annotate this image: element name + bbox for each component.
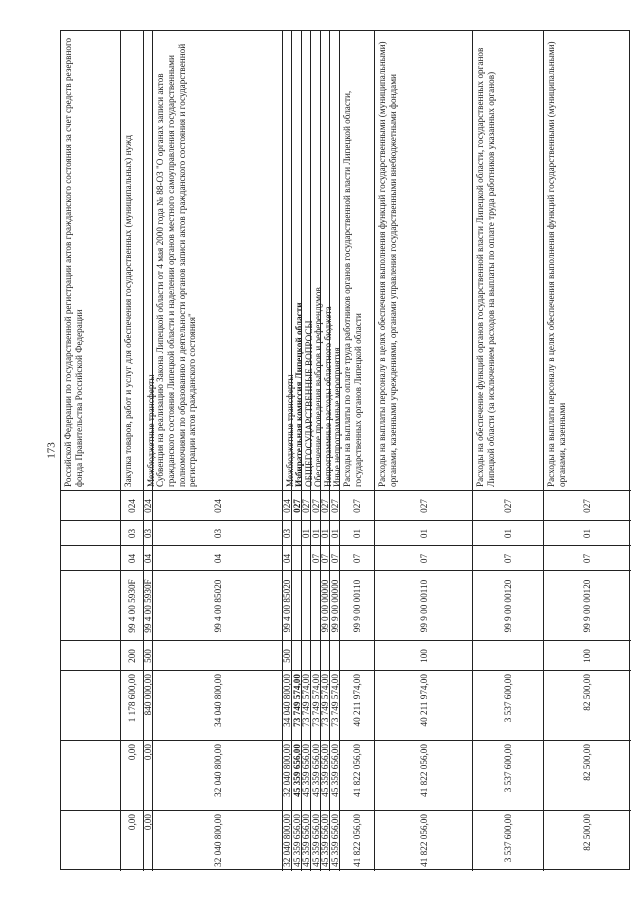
cell-sum-2-text: 41 822 056,00 bbox=[352, 744, 363, 797]
cell-expense-type bbox=[473, 641, 544, 671]
cell-expense-type-text bbox=[311, 641, 321, 671]
cell-sum-3-text: 82 500,00 bbox=[582, 814, 593, 851]
cell-admin bbox=[61, 491, 121, 521]
cell-subsection bbox=[61, 546, 121, 571]
cell-sum-1-text: 73 749 574,00 bbox=[291, 674, 302, 727]
cell-section-text: 01 bbox=[582, 528, 593, 539]
cell-sum-3-text: 45 359 656,00 bbox=[301, 814, 312, 867]
cell-sum-1-text: 34 040 800,00 bbox=[282, 674, 293, 727]
cell-admin bbox=[340, 491, 375, 521]
cell-sum-1 bbox=[144, 671, 153, 741]
cell-subsection-text bbox=[292, 546, 302, 571]
cell-section-text: 01 bbox=[329, 528, 340, 539]
cell-sum-2 bbox=[153, 741, 283, 811]
cell-expense-type bbox=[292, 641, 302, 671]
cell-sum-3-text: 41 822 056,00 bbox=[352, 814, 363, 867]
cell-section-text: 01 bbox=[320, 528, 331, 539]
cell-name-text: Обеспечение проведения выборов и референдумов bbox=[313, 287, 323, 487]
cell-section-text: 03 bbox=[212, 528, 223, 539]
cell-sum-3 bbox=[330, 811, 340, 871]
cell-section bbox=[153, 521, 283, 546]
cell-sum-1 bbox=[153, 671, 283, 741]
cell-expense-type bbox=[61, 641, 121, 671]
cell-target-code-text bbox=[292, 571, 302, 641]
cell-expense-type-text bbox=[321, 641, 330, 671]
cell-sum-2 bbox=[330, 741, 340, 811]
cell-admin bbox=[473, 491, 544, 521]
cell-sum-3-text: 45 359 656,00 bbox=[291, 814, 302, 867]
cell-admin-text: 027 bbox=[310, 499, 321, 513]
cell-name-text: Расходы на выплаты персоналу в целях обеспечения выполнения функций государственными (муниципальными) органами, казенными bbox=[546, 41, 567, 487]
cell-expense-type bbox=[544, 641, 631, 671]
cell-admin-text: 027 bbox=[352, 499, 363, 513]
cell-sum-3-text: 45 359 656,00 bbox=[320, 814, 331, 867]
cell-sum-1 bbox=[61, 671, 121, 741]
cell-section-text: 01 bbox=[301, 528, 312, 539]
cell-subsection-text: 07 bbox=[418, 553, 429, 564]
cell-admin-text: 027 bbox=[320, 499, 331, 513]
cell-expense-type-text: 200 bbox=[127, 649, 138, 663]
cell-sum-2 bbox=[340, 741, 375, 811]
cell-admin-text: 024 bbox=[143, 499, 154, 513]
cell-sum-1 bbox=[473, 671, 544, 741]
cell-target-code bbox=[61, 571, 121, 641]
cell-section-text: 03 bbox=[143, 528, 154, 539]
cell-name bbox=[121, 31, 144, 491]
cell-expense-type-text: 500 bbox=[282, 649, 293, 663]
cell-admin bbox=[121, 491, 144, 521]
cell-name bbox=[302, 31, 314, 491]
cell-subsection bbox=[340, 546, 375, 571]
cell-name-text: Расходы на выплаты персоналу в целях обеспечения выполнения функций государственными (муниципальными) органами, казенными учреждениями, органами управления государственными внебюджетными фондами bbox=[377, 41, 398, 487]
cell-sum-1-text: 73 749 574,00 bbox=[329, 674, 340, 727]
cell-target-code bbox=[375, 571, 473, 641]
cell-section bbox=[61, 521, 121, 546]
cell-sum-3-text: 0,00 bbox=[127, 814, 138, 831]
cell-target-code bbox=[340, 571, 375, 641]
cell-admin-text: 027 bbox=[418, 499, 429, 513]
cell-name bbox=[61, 31, 121, 491]
cell-name-text: Расходы на обеспечение функций органов государственной власти Липецкой области, государственных органов Липецкой области (за исключением расходов на выплаты по оплате труда работников указанных органов) bbox=[475, 47, 496, 487]
cell-sum-1-text: 73 749 574,00 bbox=[301, 674, 312, 727]
cell-expense-type-text: 100 bbox=[418, 649, 429, 663]
cell-target-code-text: 99 0 00 00000 bbox=[320, 579, 331, 633]
cell-target-code-text bbox=[302, 571, 311, 641]
cell-target-code bbox=[302, 571, 311, 641]
cell-expense-type-text bbox=[330, 641, 340, 671]
cell-expense-type bbox=[311, 641, 321, 671]
cell-sum-3 bbox=[153, 811, 283, 871]
cell-section bbox=[340, 521, 375, 546]
cell-sum-3-text: 3 537 600,00 bbox=[503, 814, 514, 863]
cell-target-code-text: 99 9 00 00110 bbox=[418, 579, 429, 633]
cell-expense-type bbox=[302, 641, 311, 671]
cell-name bbox=[153, 31, 283, 491]
cell-sum-3 bbox=[375, 811, 473, 871]
cell-sum-2-text bbox=[61, 741, 121, 811]
cell-subsection-text: 04 bbox=[282, 553, 293, 564]
cell-name bbox=[144, 31, 156, 491]
cell-subsection bbox=[292, 546, 302, 571]
cell-name-text: Избирательная комиссия Липецкой области bbox=[294, 302, 304, 487]
cell-sum-1-text: 34 040 800,00 bbox=[212, 674, 223, 727]
cell-expense-type bbox=[340, 641, 375, 671]
cell-sum-2 bbox=[61, 741, 121, 811]
cell-target-code-text bbox=[61, 571, 121, 641]
cell-subsection-text: 04 bbox=[143, 553, 154, 564]
cell-sum-1 bbox=[340, 671, 375, 741]
cell-expense-type-text bbox=[61, 641, 121, 671]
cell-sum-3 bbox=[144, 811, 153, 871]
cell-target-code bbox=[121, 571, 144, 641]
cell-sum-1-text: 40 211 974,00 bbox=[352, 674, 363, 727]
cell-sum-1-text: 3 537 600,00 bbox=[503, 674, 514, 723]
cell-subsection-text: 07 bbox=[320, 553, 331, 564]
cell-expense-type bbox=[283, 641, 292, 671]
cell-sum-1-text: 40 211 974,00 bbox=[418, 674, 429, 727]
cell-sum-1 bbox=[375, 671, 473, 741]
cell-sum-1 bbox=[330, 671, 340, 741]
cell-admin-text: 027 bbox=[301, 499, 312, 513]
cell-name bbox=[311, 31, 321, 491]
cell-subsection-text: 07 bbox=[329, 553, 340, 564]
cell-name bbox=[330, 31, 340, 491]
cell-subsection bbox=[283, 546, 292, 571]
cell-sum-2-text: 32 040 800,00 bbox=[282, 744, 293, 797]
cell-sum-3 bbox=[61, 811, 121, 871]
cell-section-text: 03 bbox=[282, 528, 293, 539]
cell-name-text: Российской Федерации по государственной регистрации актов гражданского состояния за счет средств резервного фонда Правительства Российской Федерации bbox=[63, 37, 84, 487]
cell-expense-type bbox=[153, 641, 283, 671]
cell-name bbox=[283, 31, 295, 491]
cell-name bbox=[375, 31, 473, 491]
cell-sum-3-text: 41 822 056,00 bbox=[418, 814, 429, 867]
cell-target-code bbox=[283, 571, 292, 641]
cell-subsection-text: 07 bbox=[352, 553, 363, 564]
cell-target-code-text: 99 9 00 00120 bbox=[503, 579, 514, 633]
cell-subsection bbox=[544, 546, 631, 571]
cell-sum-3-text: 32 040 800,00 bbox=[282, 814, 293, 867]
cell-expense-type bbox=[321, 641, 330, 671]
cell-sum-1-text bbox=[61, 671, 121, 741]
cell-subsection bbox=[330, 546, 340, 571]
budget-table bbox=[60, 30, 630, 870]
cell-sum-2-text: 45 359 656,00 bbox=[329, 744, 340, 797]
cell-section bbox=[144, 521, 153, 546]
cell-sum-3-text: 45 359 656,00 bbox=[329, 814, 340, 867]
cell-subsection-text bbox=[61, 546, 121, 571]
cell-subsection-text: 07 bbox=[582, 553, 593, 564]
cell-sum-2-text: 41 822 056,00 bbox=[418, 744, 429, 797]
cell-sum-3 bbox=[121, 811, 144, 871]
cell-sum-2-text: 32 040 800,00 bbox=[212, 744, 223, 797]
cell-section bbox=[121, 521, 144, 546]
cell-admin-text: 027 bbox=[582, 499, 593, 513]
cell-sum-2 bbox=[375, 741, 473, 811]
cell-sum-2-text: 0,00 bbox=[127, 744, 138, 761]
cell-sum-2 bbox=[544, 741, 631, 811]
cell-target-code bbox=[144, 571, 153, 641]
cell-admin-text: 027 bbox=[503, 499, 514, 513]
cell-admin bbox=[330, 491, 340, 521]
cell-subsection bbox=[144, 546, 153, 571]
cell-sum-2-text: 45 359 656,00 bbox=[291, 744, 302, 797]
cell-expense-type bbox=[375, 641, 473, 671]
cell-target-code-text: 99 4 00 5930F bbox=[127, 579, 138, 633]
cell-section bbox=[544, 521, 631, 546]
cell-name-text: Субвенция на реализацию Закона Липецкой области от 4 мая 2000 года № 88-ОЗ "О органах записи актов гражданского состояния Липецкой области и наделении органов местного самоуправления государственными полномочиями по образованию и деятельности органов записи актов гражданского состояния и государственной регистрации актов гражданского состояния" bbox=[155, 43, 198, 487]
cell-target-code bbox=[153, 571, 283, 641]
cell-expense-type-text bbox=[473, 641, 544, 671]
cell-target-code-text: 99 9 00 00120 bbox=[582, 579, 593, 633]
cell-subsection bbox=[375, 546, 473, 571]
cell-sum-1-text: 73 749 574,00 bbox=[310, 674, 321, 727]
cell-sum-1 bbox=[544, 671, 631, 741]
cell-target-code-text: 99 4 00 85020 bbox=[212, 579, 223, 633]
cell-admin-text bbox=[61, 491, 121, 521]
cell-subsection-text: 04 bbox=[212, 553, 223, 564]
cell-sum-2 bbox=[144, 741, 153, 811]
cell-expense-type bbox=[144, 641, 153, 671]
cell-admin-text: 027 bbox=[329, 499, 340, 513]
cell-expense-type-text bbox=[292, 641, 302, 671]
cell-admin bbox=[375, 491, 473, 521]
cell-sum-3 bbox=[473, 811, 544, 871]
cell-subsection-text: 04 bbox=[127, 553, 138, 564]
cell-name-text: Иные непрограммные мероприятия bbox=[332, 347, 342, 487]
cell-expense-type bbox=[330, 641, 340, 671]
cell-sum-2-text: 3 537 600,00 bbox=[503, 744, 514, 793]
cell-name bbox=[340, 31, 375, 491]
cell-sum-2 bbox=[121, 741, 144, 811]
cell-name-text: Закупка товаров, работ и услуг для обеспечения государственных (муниципальных) нужд bbox=[123, 135, 133, 487]
cell-sum-2-text: 0,00 bbox=[143, 744, 154, 761]
cell-admin bbox=[144, 491, 153, 521]
cell-target-code-text: 99 4 00 85020 bbox=[282, 579, 293, 633]
cell-name bbox=[321, 31, 333, 491]
cell-admin-text: 024 bbox=[282, 499, 293, 513]
cell-section-text: 01 bbox=[310, 528, 321, 539]
cell-subsection-text: 07 bbox=[503, 553, 514, 564]
cell-target-code-text: 99 4 00 5930F bbox=[143, 579, 154, 633]
cell-sum-3-text: 32 040 800,00 bbox=[212, 814, 223, 867]
cell-admin-text: 024 bbox=[212, 499, 223, 513]
cell-sum-3-text: 45 359 656,00 bbox=[310, 814, 321, 867]
cell-target-code-text: 99 9 00 00000 bbox=[329, 579, 340, 633]
cell-name-text: Межбюджетные трансферты bbox=[285, 374, 295, 487]
cell-section bbox=[375, 521, 473, 546]
cell-section-text: 01 bbox=[418, 528, 429, 539]
cell-target-code bbox=[330, 571, 340, 641]
cell-sum-1-text: 840 000,00 bbox=[143, 674, 154, 716]
cell-expense-type bbox=[121, 641, 144, 671]
cell-sum-2-text: 82 500,00 bbox=[582, 744, 593, 781]
cell-name bbox=[292, 31, 302, 491]
cell-expense-type-text: 100 bbox=[582, 649, 593, 663]
cell-expense-type-text bbox=[302, 641, 311, 671]
cell-expense-type-text: 500 bbox=[143, 649, 154, 663]
cell-admin-text: 027 bbox=[291, 499, 302, 513]
cell-target-code bbox=[544, 571, 631, 641]
cell-expense-type-text bbox=[153, 641, 283, 671]
cell-target-code-text: 99 9 00 00110 bbox=[352, 579, 363, 633]
cell-target-code bbox=[473, 571, 544, 641]
cell-expense-type-text bbox=[340, 641, 375, 671]
cell-section bbox=[330, 521, 340, 546]
cell-admin bbox=[544, 491, 631, 521]
cell-section-text: 03 bbox=[127, 528, 138, 539]
cell-sum-3 bbox=[544, 811, 631, 871]
cell-sum-1-text: 1 178 600,00 bbox=[127, 674, 138, 723]
cell-target-code bbox=[292, 571, 302, 641]
cell-subsection-text: 07 bbox=[310, 553, 321, 564]
cell-section bbox=[283, 521, 292, 546]
cell-admin-text: 024 bbox=[127, 499, 138, 513]
cell-name-text: ОБЩЕГОСУДАРСТВЕННЫЕ ВОПРОСЫ bbox=[304, 320, 314, 487]
cell-name bbox=[473, 31, 544, 491]
cell-admin bbox=[153, 491, 283, 521]
cell-subsection bbox=[473, 546, 544, 571]
cell-sum-1-text: 82 500,00 bbox=[582, 674, 593, 711]
cell-sum-3-text: 0,00 bbox=[143, 814, 154, 831]
cell-section-text: 01 bbox=[352, 528, 363, 539]
cell-section bbox=[473, 521, 544, 546]
page-number: 173 bbox=[45, 442, 58, 459]
cell-subsection bbox=[153, 546, 283, 571]
cell-sum-3 bbox=[340, 811, 375, 871]
cell-sum-2 bbox=[473, 741, 544, 811]
cell-name-text: Непрограммные расходы областного бюджета bbox=[323, 306, 333, 487]
cell-section-text bbox=[61, 521, 121, 546]
cell-section-text: 01 bbox=[503, 528, 514, 539]
cell-sum-1-text: 73 749 574,00 bbox=[320, 674, 331, 727]
cell-sum-1 bbox=[121, 671, 144, 741]
cell-name-text: Межбюджетные трансферты bbox=[146, 374, 156, 487]
cell-subsection bbox=[121, 546, 144, 571]
cell-name-text: Расходы на выплаты по оплате труда работников органов государственной власти Липецкой области, государственных органов Липецкой области bbox=[342, 90, 363, 487]
cell-name bbox=[544, 31, 631, 491]
cell-sum-2-text: 45 359 656,00 bbox=[310, 744, 321, 797]
cell-sum-2-text: 45 359 656,00 bbox=[301, 744, 312, 797]
cell-sum-2-text: 45 359 656,00 bbox=[320, 744, 331, 797]
cell-sum-3-text bbox=[61, 811, 121, 871]
